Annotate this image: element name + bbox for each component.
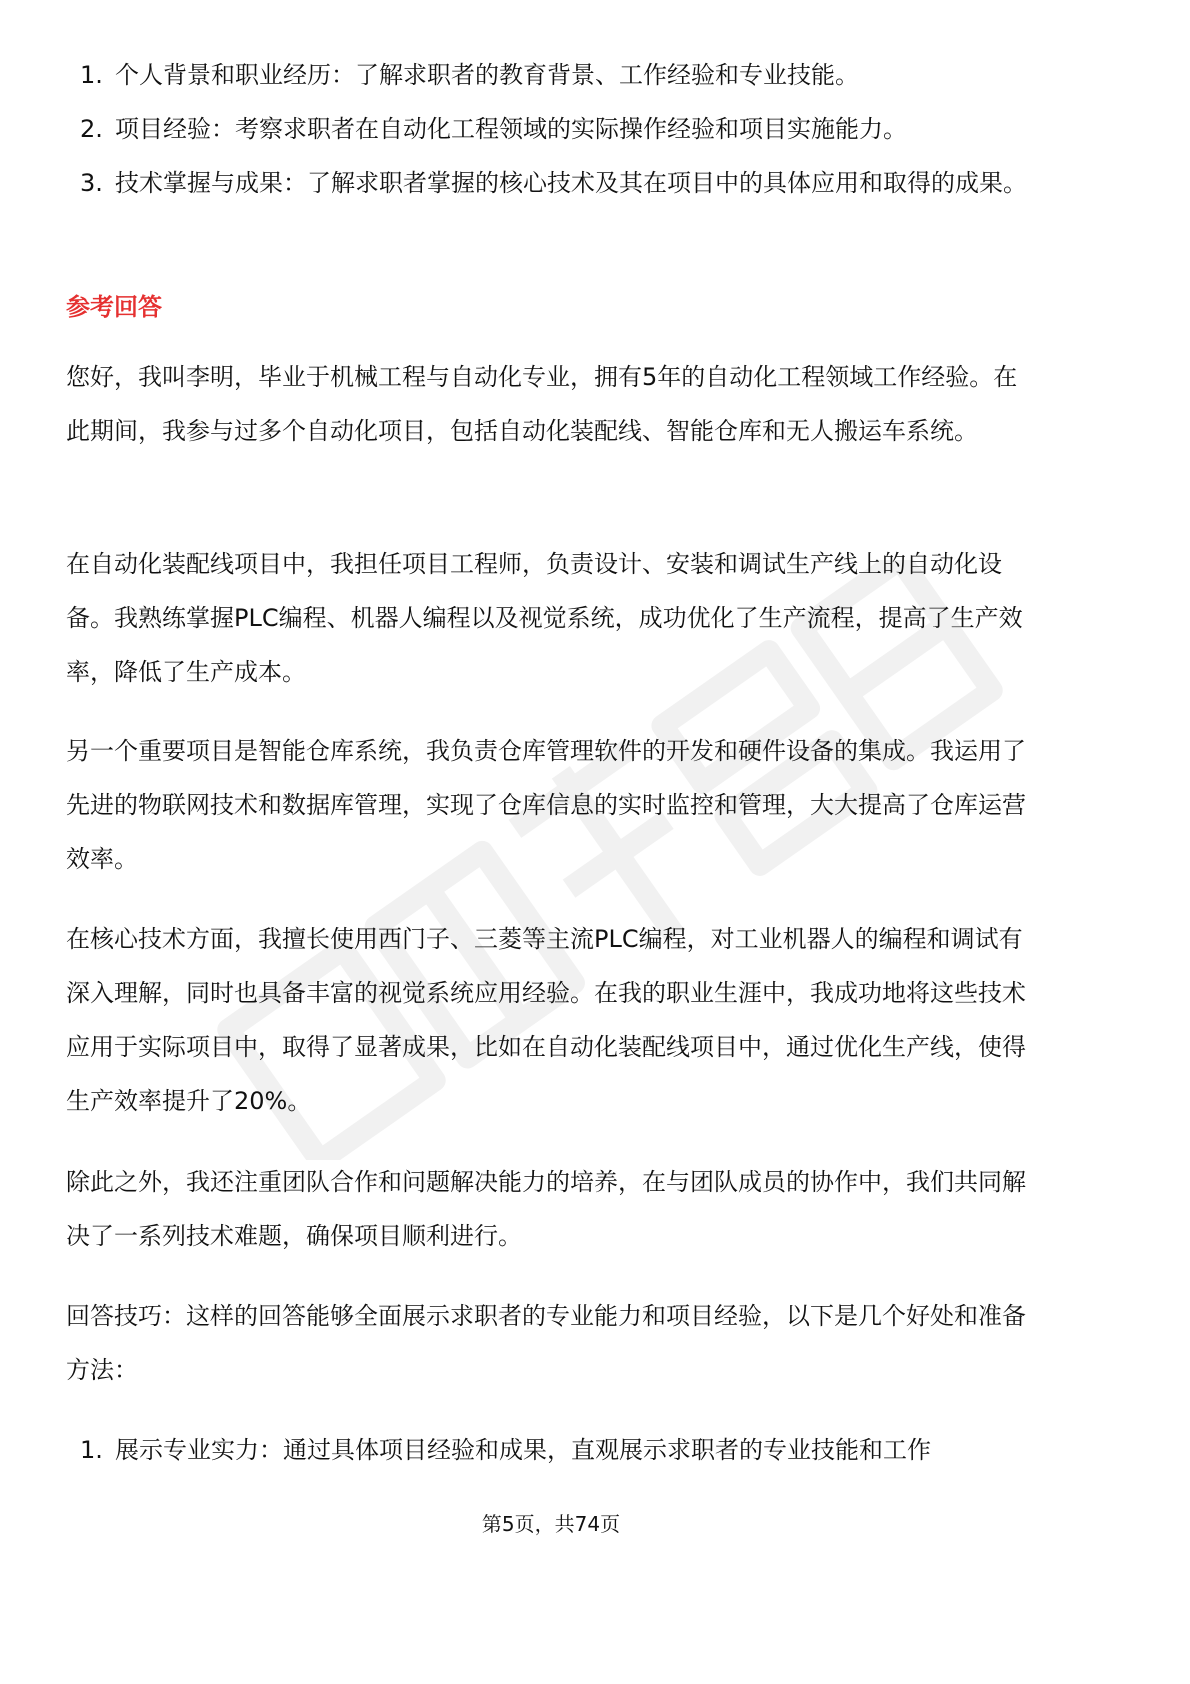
paragraph: 在自动化装配线项目中，我担任项目工程师，负责设计、安装和调试生产线上的自动化设备。我熟练掌握PLC编程、机器人编程以及视觉系统，成功优化了生产流程，提高了生产效率，降低了生产成本。 xyxy=(66,550,1023,686)
list-number: 1. xyxy=(80,61,103,89)
paragraph: 另一个重要项目是智能仓库系统，我负责仓库管理软件的开发和硬件设备的集成。我运用了先进的物联网技术和数据库管理，实现了仓库信息的实时监控和管理，大大提高了仓库运营效率。 xyxy=(66,737,1026,873)
intro-list-item xyxy=(66,156,1041,210)
section-title: 参考回答 xyxy=(66,293,162,321)
list-item-text: 个人背景和职业经历：了解求职者的教育背景、工作经验和专业技能。 xyxy=(115,61,859,89)
intro-list-item xyxy=(66,48,1041,102)
list-number: 2. xyxy=(80,115,103,143)
paragraph: 您好，我叫李明，毕业于机械工程与自动化专业，拥有5年的自动化工程领域工作经验。在此期间，我参与过多个自动化项目，包括自动化装配线、智能仓库和无人搬运车系统。 xyxy=(66,363,1018,445)
paragraph: 除此之外，我还注重团队合作和问题解决能力的培养，在与团队成员的协作中，我们共同解决了一系列技术难题，确保项目顺利进行。 xyxy=(66,1168,1026,1250)
list-item-text: 展示专业实力：通过具体项目经验和成果，直观展示求职者的专业技能和工作 xyxy=(115,1436,931,1464)
paragraph: 在核心技术方面，我擅长使用西门子、三菱等主流PLC编程，对工业机器人的编程和调试有深入理解，同时也具备丰富的视觉系统应用经验。在我的职业生涯中，我成功地将这些技术应用于实际项目中，取得了显著成果，比如在自动化装配线项目中，通过优化生产线，使得生产效率提升了20%。 xyxy=(66,925,1026,1115)
list-item-text: 技术掌握与成果：了解求职者掌握的核心技术及其在项目中的具体应用和取得的成果。 xyxy=(115,169,1027,197)
tips-list-item xyxy=(66,1423,1041,1477)
intro-list-item xyxy=(66,102,1041,156)
paragraph: 回答技巧：这样的回答能够全面展示求职者的专业能力和项目经验，以下是几个好处和准备方法： xyxy=(66,1302,1026,1384)
list-number: 3. xyxy=(80,169,103,197)
list-item-text: 项目经验：考察求职者在自动化工程领域的实际操作经验和项目实施能力。 xyxy=(115,115,907,143)
list-number: 1. xyxy=(80,1436,103,1464)
page-footer: 第5页，共74页 xyxy=(481,1512,621,1536)
